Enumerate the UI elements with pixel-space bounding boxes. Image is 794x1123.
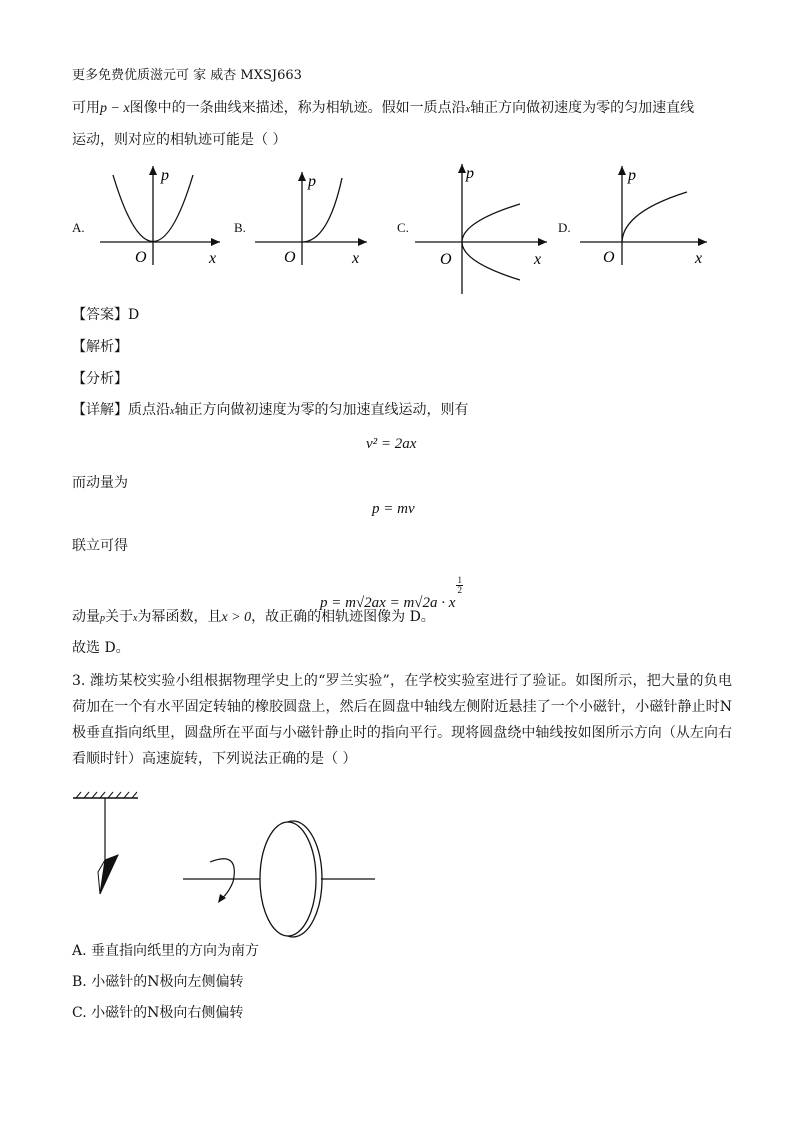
- q3-option-c: C. 小磁针的N极向右侧偏转: [72, 1005, 244, 1021]
- combine-text: 联立可得: [72, 538, 128, 554]
- option-a-label: A.: [72, 220, 85, 235]
- axis-x-b: x: [352, 250, 360, 267]
- question-stem-line2: 运动，则对应的相轨迹可能是（ ）: [72, 132, 287, 148]
- fenxi-heading: 【分析】: [72, 371, 128, 387]
- detail-line: 【详解】质点沿x轴正方向做初速度为零的匀加速直线运动，则有: [72, 402, 469, 418]
- origin-d: O: [603, 249, 615, 266]
- ceiling-hatch: [76, 792, 137, 798]
- option-d-graph: [575, 160, 715, 270]
- exponent-half: $\frac{1}{2}$: [457, 575, 462, 595]
- origin-a: O: [135, 249, 147, 266]
- axis-p-a: p: [161, 167, 169, 184]
- option-c-graph: [410, 160, 555, 300]
- q3-option-b: B. 小磁针的N极向左侧偏转: [72, 974, 244, 990]
- momentum-text: 而动量为: [72, 475, 128, 491]
- rowland-experiment-figure: [70, 790, 390, 940]
- axis-x-c: x: [534, 251, 542, 268]
- axis-p-d: p: [628, 167, 636, 184]
- origin-b: O: [284, 249, 296, 266]
- option-b-graph: [250, 160, 375, 270]
- q3-option-a: A. 垂直指向纸里的方向为南方: [72, 943, 260, 959]
- option-a-graph: [95, 160, 230, 270]
- equation-3: p = m√2ax = m√2a · x $\frac{1}{2}$: [320, 575, 462, 611]
- option-c-label: C.: [397, 220, 409, 235]
- option-d-label: D.: [558, 220, 571, 235]
- equation-1: v² = 2ax: [366, 436, 417, 452]
- choose-line: 故选 D。: [72, 640, 130, 656]
- answer: 【答案】D: [72, 307, 140, 323]
- equation-2: p = mv: [372, 501, 415, 517]
- rubber-disk: [260, 822, 316, 936]
- analysis-heading: 【解析】: [72, 339, 128, 355]
- axis-x-d: x: [695, 250, 703, 267]
- axis-p-c: p: [466, 165, 474, 182]
- conclusion-line: 动量p关于x为幂函数，且x > 0，故正确的相轨迹图像为 D。: [72, 609, 435, 625]
- question-stem-line1: 可用p − x图像中的一条曲线来描述，称为相轨迹。假如一质点沿x轴正方向做初速度为零的匀加速直线: [72, 100, 695, 116]
- variable-p-x: p − x: [100, 101, 130, 116]
- option-b-label: B.: [234, 220, 246, 235]
- axis-p-b: p: [308, 173, 316, 190]
- question-3-stem: 3. 潍坊某校实验小组根据物理学史上的“罗兰实验”，在学校实验室进行了验证。如图所示，把大量的负电荷加在一个有水平固定转轴的橡胶圆盘上，然后在圆盘中轴线左侧附近悬挂了一个小磁针，小磁针静止时N极垂直指向纸里，圆盘所在平面与小磁针静止时的指向平行。现将圆盘绕中轴线按如图所示方向（从左向右看顺时针）高速旋转，下列说法正确的是（ ）: [72, 673, 732, 767]
- curve-d: [622, 192, 687, 242]
- origin-c: O: [440, 251, 452, 268]
- header-note: 更多免费优质滋元可 家 威杏 MXSJ663: [72, 68, 302, 83]
- axis-x-a: x: [209, 250, 217, 267]
